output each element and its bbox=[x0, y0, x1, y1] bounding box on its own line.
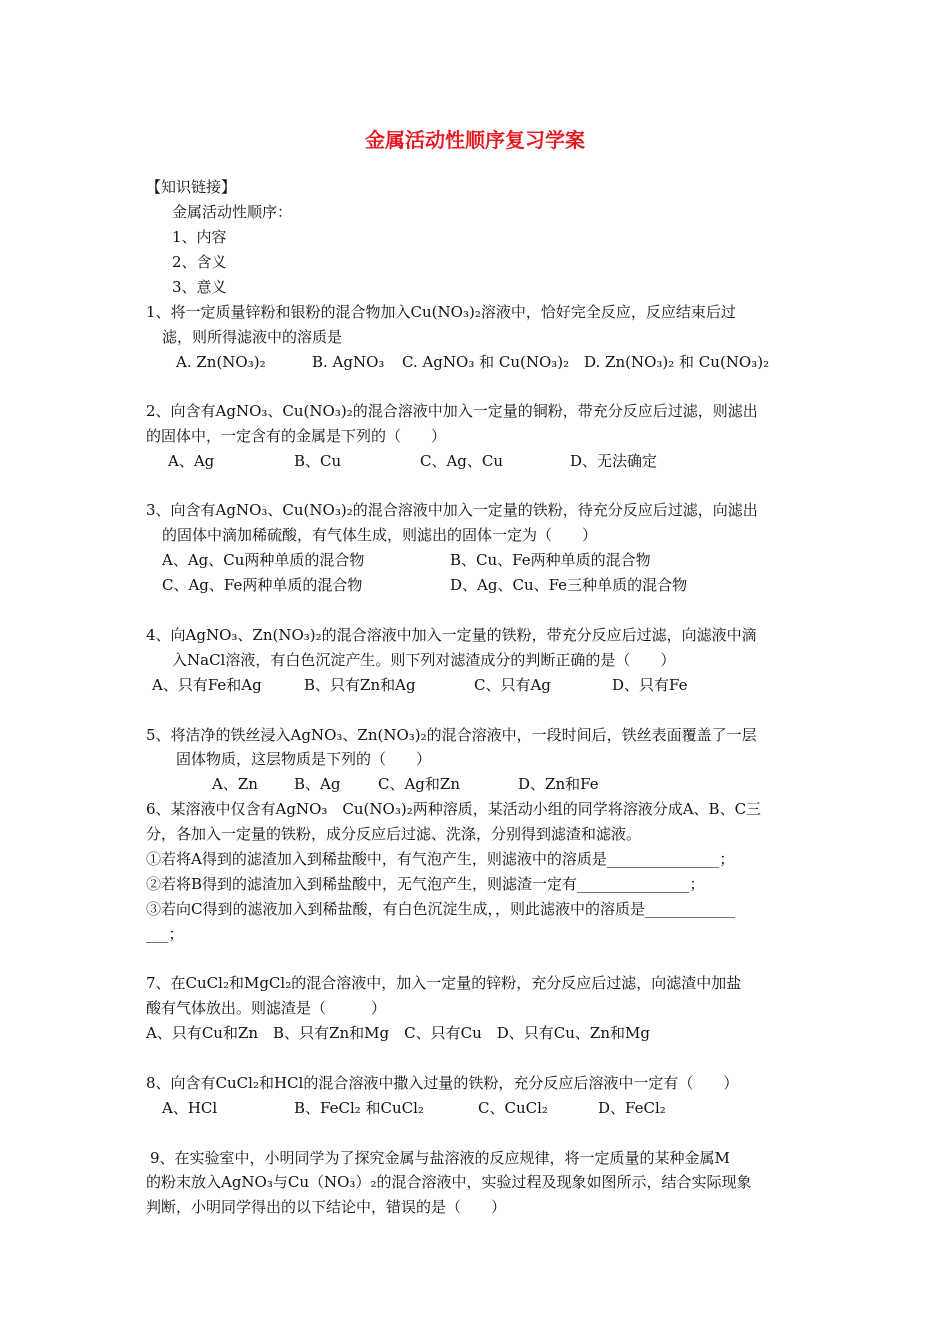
q8-option-c: C、CuCl₂ bbox=[478, 1099, 548, 1117]
q6-sub3: ③若向C得到的滤液加入到稀盐酸，有白色沉淀生成，，则此滤液中的溶质是____________ bbox=[146, 900, 735, 918]
q8-option-a: A、HCl bbox=[162, 1099, 218, 1117]
intro-item-1: 1、内容 bbox=[172, 228, 227, 246]
q1-line2: 滤，则所得滤液中的溶质是 bbox=[162, 328, 343, 346]
q1-line1: 1、将一定质量锌粉和银粉的混合物加入Cu(NO₃)₂溶液中，恰好完全反应，反应结束后过 bbox=[146, 303, 736, 321]
q2-option-c: C、Ag、Cu bbox=[420, 452, 504, 470]
q2-line2: 的固体中，一定含有的金属是下列的（ ） bbox=[146, 427, 447, 445]
q5-option-d: D、Zn和Fe bbox=[518, 775, 599, 793]
q3-option-a: A、Ag、Cu两种单质的混合物 bbox=[162, 551, 365, 569]
q1-option-d: D. Zn(NO₃)₂ 和 Cu(NO₃)₂ bbox=[584, 353, 770, 371]
q4-line1: 4、向AgNO₃、Zn(NO₃)₂的混合溶液中加入一定量的铁粉，带充分反应后过滤，向滤液中滴 bbox=[146, 626, 757, 644]
q7-line1: 7、在CuCl₂和MgCl₂的混合溶液中，加入一定量的锌粉，充分反应后过滤，向滤渣中加盐 bbox=[146, 974, 742, 992]
q3-line1: 3、向含有AgNO₃、Cu(NO₃)₂的混合溶液中加入一定量的铁粉，待充分反应后过滤，向滤出 bbox=[146, 501, 758, 519]
q9-line3: 判断，小明同学得出的以下结论中，错误的是（ ） bbox=[146, 1198, 507, 1216]
q5-option-a: A、Zn bbox=[212, 775, 258, 793]
q3-line2: 的固体中滴加稀硫酸，有气体生成，则滤出的固体一定为（ ） bbox=[162, 526, 598, 544]
q5-line1: 5、将洁净的铁丝浸入AgNO₃、Zn(NO₃)₂的混合溶液中，一段时间后，铁丝表面覆盖了一层 bbox=[146, 726, 757, 744]
q9-line1: 9、在实验室中，小明同学为了探究金属与盐溶液的反应规律，将一定质量的某种金属M bbox=[150, 1149, 730, 1167]
q8-line1: 8、向含有CuCl₂和HCl的混合溶液中撒入过量的铁粉，充分反应后溶液中一定有（ ） bbox=[146, 1074, 739, 1092]
q5-line2: 固体物质，这层物质是下列的（ ） bbox=[176, 750, 432, 768]
q1-option-c: C. AgNO₃ 和 Cu(NO₃)₂ bbox=[402, 353, 570, 371]
q4-option-a: A、只有Fe和Ag bbox=[152, 676, 262, 694]
q2-option-b: B、Cu bbox=[294, 452, 342, 470]
q4-option-b: B、只有Zn和Ag bbox=[304, 676, 416, 694]
page-title: 金属活动性顺序复习学案 bbox=[365, 128, 585, 152]
q8-option-b: B、FeCl₂ 和CuCl₂ bbox=[294, 1099, 424, 1117]
q2-option-a: A、Ag bbox=[168, 452, 215, 470]
q7-line2: 酸有气体放出。则滤渣是（ ） bbox=[146, 999, 387, 1017]
intro-text: 金属活动性顺序： bbox=[172, 203, 293, 221]
q5-option-c: C、Ag和Zn bbox=[378, 775, 460, 793]
q5-option-b: B、Ag bbox=[294, 775, 341, 793]
q7-options: A、只有Cu和Zn B、只有Zn和Mg C、只有Cu D、只有Cu、Zn和Mg bbox=[146, 1024, 650, 1042]
q2-option-d: D、无法确定 bbox=[570, 452, 658, 470]
q6-sub2: ②若将B得到的滤渣加入到稀盐酸中，无气泡产生，则滤渣一定有_______________； bbox=[146, 875, 705, 893]
q1-option-b: B. AgNO₃ bbox=[312, 353, 385, 371]
q8-option-d: D、FeCl₂ bbox=[598, 1099, 666, 1117]
q3-option-c: C、Ag、Fe两种单质的混合物 bbox=[162, 576, 363, 594]
q1-option-a: A. Zn(NO₃)₂ bbox=[176, 353, 266, 371]
q4-option-c: C、只有Ag bbox=[474, 676, 551, 694]
intro-item-3: 3、意义 bbox=[172, 278, 227, 296]
q6-sub1: ①若将A得到的滤渣加入到稀盐酸中，有气泡产生，则滤液中的溶质是_______________； bbox=[146, 850, 735, 868]
q3-option-b: B、Cu、Fe两种单质的混合物 bbox=[450, 551, 651, 569]
section-header: 【知识链接】 bbox=[146, 178, 237, 196]
q2-line1: 2、向含有AgNO₃、Cu(NO₃)₂的混合溶液中加入一定量的铜粉，带充分反应后过滤，则滤出 bbox=[146, 402, 758, 420]
q3-option-d: D、Ag、Cu、Fe三种单质的混合物 bbox=[450, 576, 688, 594]
q6-line1: 6、某溶液中仅含有AgNO₃ Cu(NO₃)₂两种溶质，某活动小组的同学将溶液分成A、B、C三 bbox=[146, 800, 762, 818]
intro-item-2: 2、含义 bbox=[172, 253, 227, 271]
q4-option-d: D、只有Fe bbox=[612, 676, 688, 694]
q6-sub3-cont: ___； bbox=[146, 925, 184, 943]
q4-line2: 入NaCl溶液，有白色沉淀产生。则下列对滤渣成分的判断正确的是（ ） bbox=[172, 651, 676, 669]
q9-line2: 的粉末放入AgNO₃与Cu（NO₃）₂的混合溶液中，实验过程及现象如图所示，结合实际现象 bbox=[146, 1173, 752, 1191]
q6-line2: 分，各加入一定量的铁粉，成分反应后过滤、洗涤，分别得到滤渣和滤液。 bbox=[146, 825, 642, 843]
